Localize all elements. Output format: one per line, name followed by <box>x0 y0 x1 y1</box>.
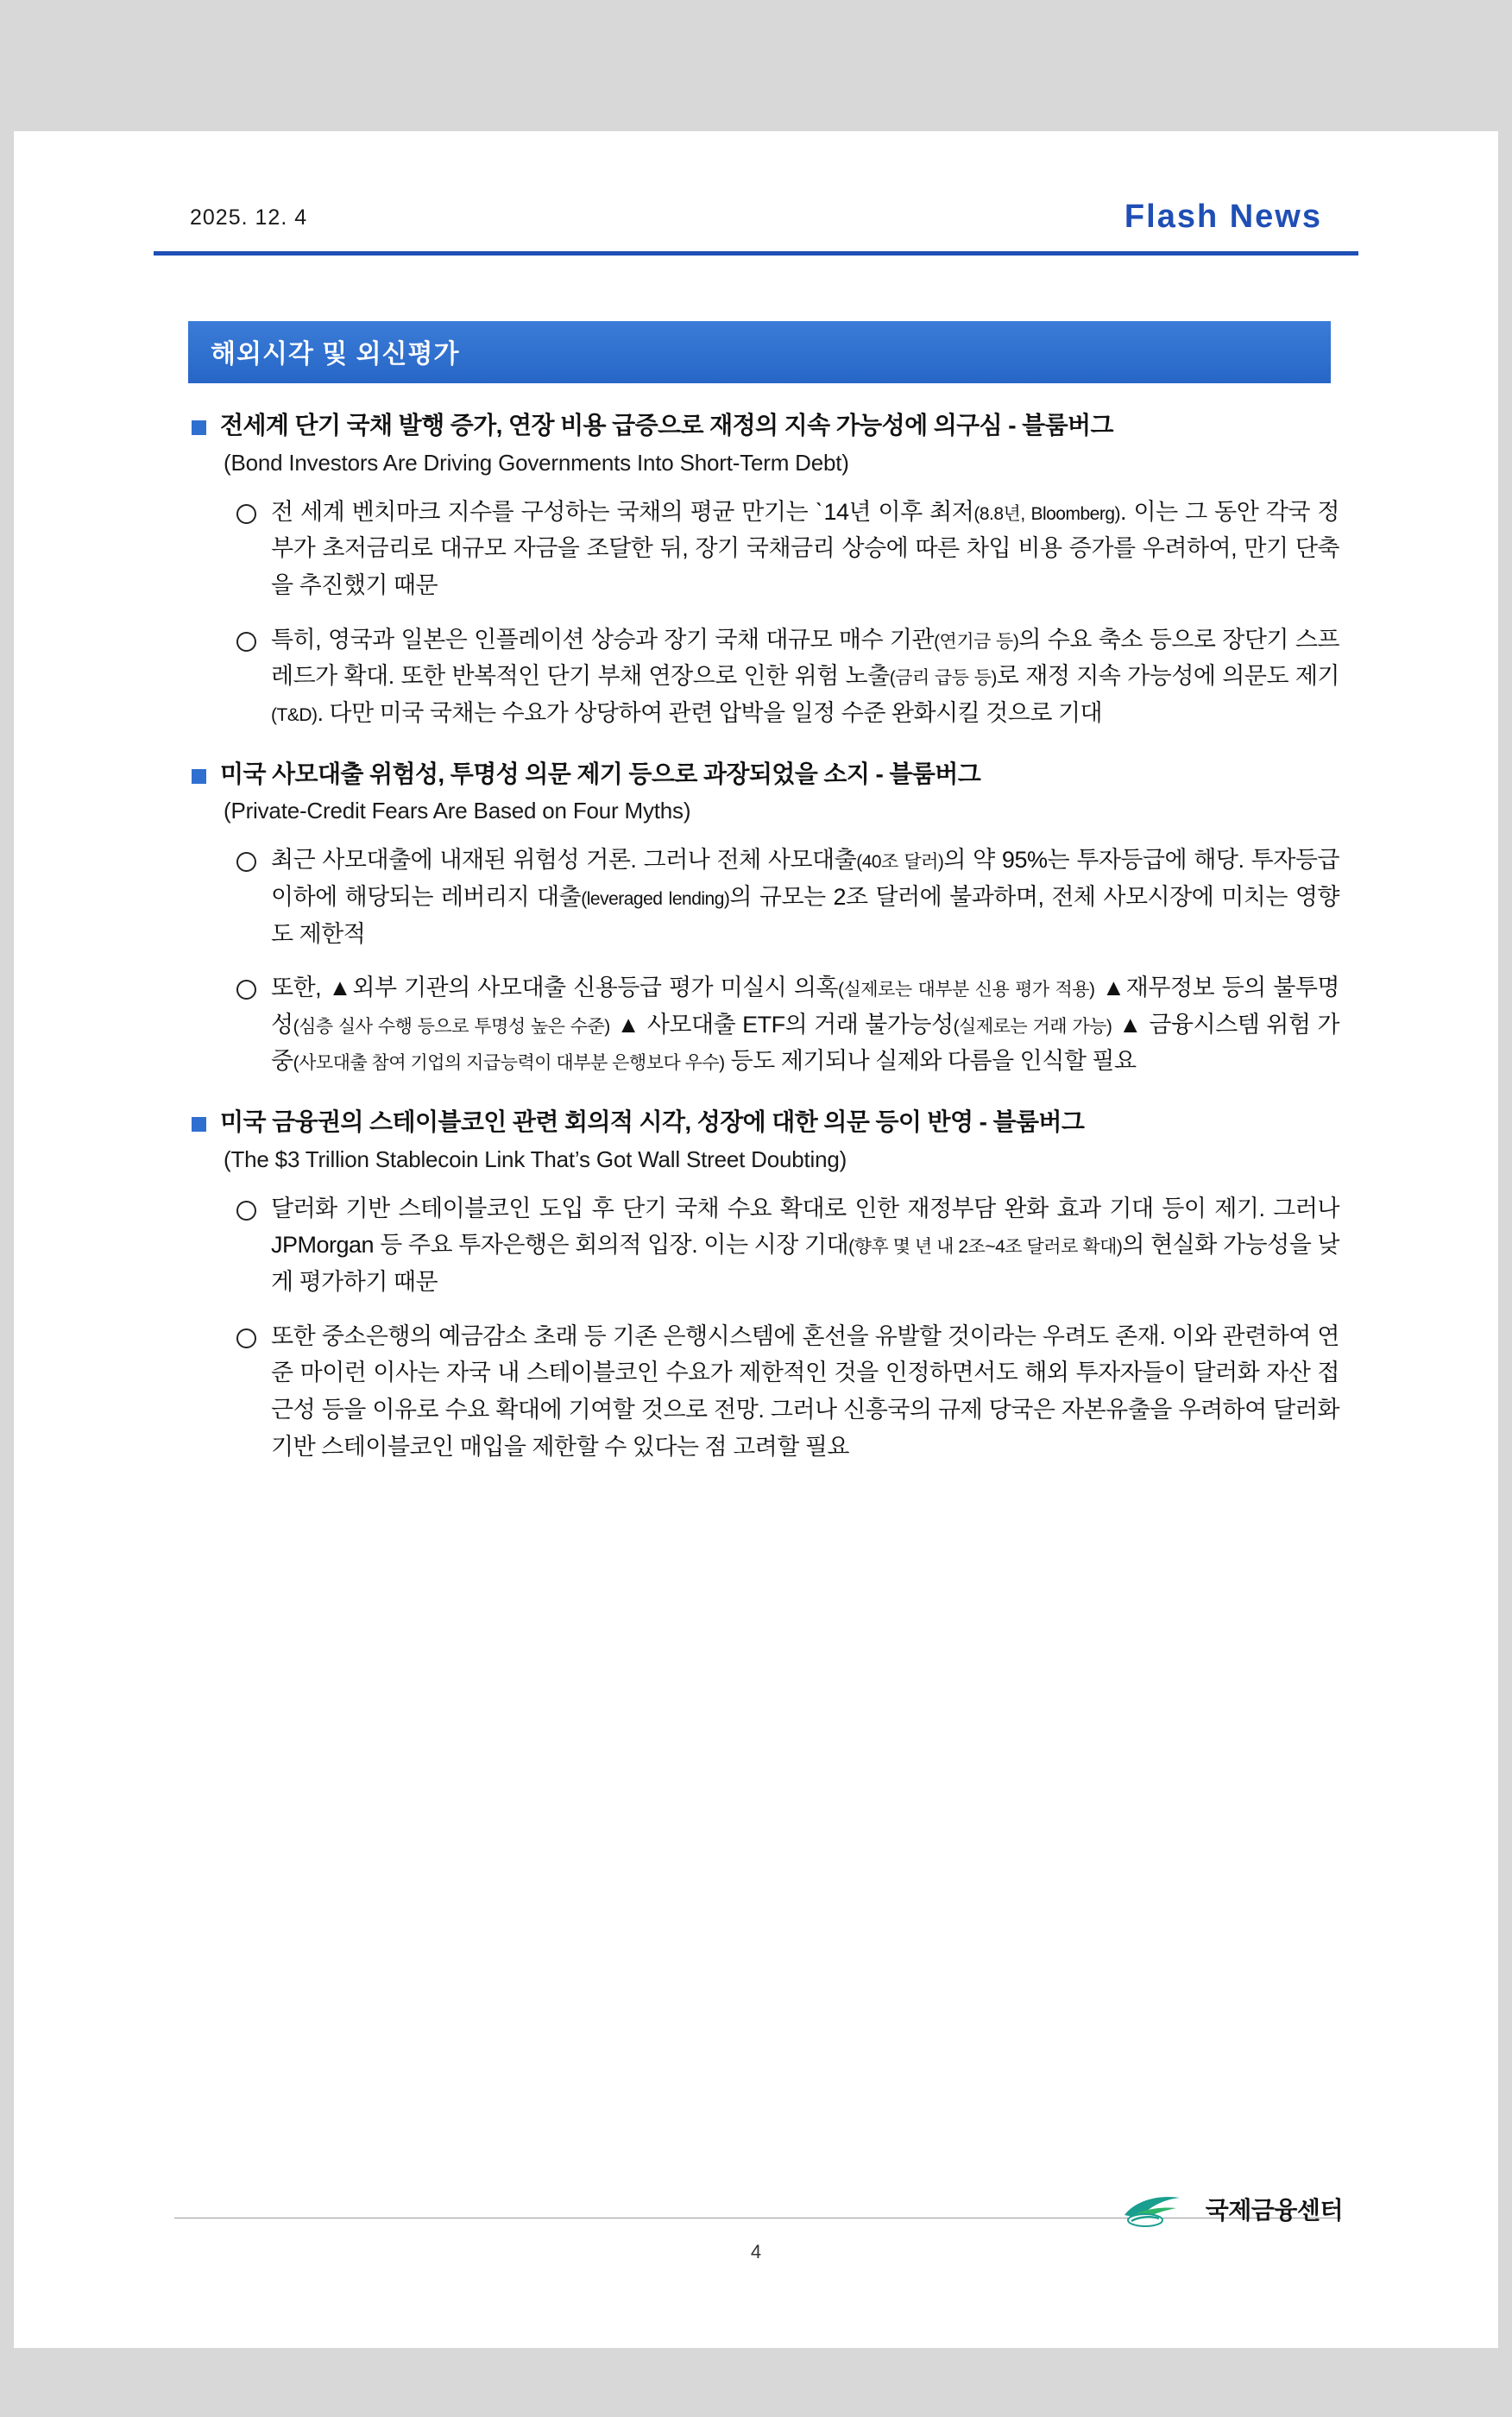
footer-content <box>138 2197 1374 2288</box>
square-bullet-icon <box>192 1117 206 1132</box>
page-number: 4 <box>750 2241 762 2262</box>
headline-row <box>192 1106 1339 1139</box>
headline-row <box>192 409 1339 443</box>
circle-bullet-icon <box>236 852 256 872</box>
bullet-text: 달러화 기반 스테이블코인 도입 후 단기 국채 수요 확대로 인한 재정부담 완화 효과 기대 등이 제기. 그러나 JPMorgan 등 주요 투자은행은 회의적 입장. 이는 시장 기대(향후 몇 년 내 2조~4조 달러로 확대)의 현실화 가능성을 낮게 평가하기 때문 <box>271 1195 1339 1296</box>
publication-title: Flash News <box>1124 199 1322 235</box>
article-block <box>192 758 1339 1081</box>
square-bullet-icon <box>192 420 206 435</box>
kcif-swoosh-icon <box>1119 2189 1195 2229</box>
headline: 전세계 단기 국채 발행 증가, 연장 비용 급증으로 재정의 지속 가능성에 의구심 - 블룸버그 <box>220 412 1113 439</box>
english-title: (The $3 Trillion Stablecoin Link That’s Got Wall Street Doubting) <box>224 1145 847 1172</box>
headline: 미국 금융권의 스테이블코인 관련 회의적 시각, 성장에 대한 의문 등이 반영 - 블룸버그 <box>220 1108 1085 1136</box>
circle-bullet-icon <box>236 980 256 1000</box>
bullet-text: 전 세계 벤치마크 지수를 구성하는 국채의 평균 만기는 ˋ14년 이후 최저(8.8년, Bloomberg). 이는 그 동안 각국 정부가 초저금리로 대규모 자금을 조달한 뒤, 장기 국채금리 상승에 따른 차입 비용 증가를 우려하여, 만기 단축을 추진했기 때문 <box>271 498 1339 598</box>
page-top-margin <box>0 0 1512 131</box>
circle-bullet-icon <box>236 504 256 524</box>
bullet-row <box>236 969 1339 1080</box>
bullet-row <box>236 1190 1339 1301</box>
issue-date: 2025. 12. 4 <box>190 205 308 230</box>
header-divider <box>154 251 1358 256</box>
document-footer <box>138 2197 1374 2288</box>
circle-bullet-icon <box>236 1201 256 1221</box>
bullet-text: 또한, ▲외부 기관의 사모대출 신용등급 평가 미실시 의혹(실제로는 대부분 신용 평가 적용) ▲재무정보 등의 불투명성(심층 실사 수행 등으로 투명성 높은 수준) ▲ 사모대출 ETF의 거래 불가능성(실제로는 거래 가능) ▲ 금융시스템 위험 가중(사모대출 참여 기업의 지급능력이 대부분 은행보다 우수) 등도 제기되나 실제와 다름을 인식할 필요 <box>271 975 1339 1075</box>
article-block <box>192 1106 1339 1465</box>
headline: 미국 사모대출 위험성, 투명성 의문 제기 등으로 과장되었을 소지 - 블룸버그 <box>220 760 981 787</box>
page-bottom-margin <box>0 2348 1512 2417</box>
bullet-row <box>236 1318 1339 1466</box>
document-header <box>138 138 1374 244</box>
section-title-bar: 해외시각 및 외신평가 <box>188 321 1331 383</box>
circle-bullet-icon <box>236 632 256 652</box>
organization-logo <box>1119 2189 1343 2229</box>
page-right-margin <box>1498 0 1512 2417</box>
circle-bullet-icon <box>236 1328 256 1348</box>
bullet-row <box>236 842 1339 952</box>
article-body <box>192 409 1339 1465</box>
english-title: (Bond Investors Are Driving Governments Into Short-Term Debt) <box>224 449 849 476</box>
english-title: (Private-Credit Fears Are Based on Four Myths) <box>224 798 691 824</box>
bullet-text: 특히, 영국과 일본은 인플레이션 상승과 장기 국채 대규모 매수 기관(연기금 등)의 수요 축소 등으로 장단기 스프레드가 확대. 또한 반복적인 단기 부채 연장으로 인한 위험 노출(금리 급등 등)로 재정 지속 가능성에 의문도 제기(T&D). 다만 미국 국채는 수요가 상당하여 관련 압박을 일정 수준 완화시킬 것으로 기대 <box>271 626 1339 726</box>
bullet-row <box>236 494 1339 604</box>
bullet-row <box>236 622 1339 732</box>
article-block <box>192 409 1339 732</box>
organization-name: 국제금융센터 <box>1205 2197 1343 2224</box>
page-left-margin <box>0 0 14 2417</box>
headline-row <box>192 758 1339 792</box>
bullet-text: 최근 사모대출에 내재된 위험성 거론. 그러나 전체 사모대출(40조 달러)의 약 95%는 투자등급에 해당. 투자등급 이하에 해당되는 레버리지 대출(leveraged lending)의 규모는 2조 달러에 불과하며, 전체 사모시장에 미치는 영향도 제한적 <box>271 847 1339 947</box>
bullet-text: 또한 중소은행의 예금감소 초래 등 기존 은행시스템에 혼선을 유발할 것이라는 우려도 존재. 이와 관련하여 연준 마이런 이사는 자국 내 스테이블코인 수요가 제한적인 것을 인정하면서도 해외 투자자들이 달러화 자산 접근성 등을 이유로 수요 확대에 기여할 것으로 전망. 그러나 신흥국의 규제 당국은 자본유출을 우려하여 달러화 기반 스테이블코인 매입을 제한할 수 있다는 점 고려할 필요 <box>271 1322 1339 1460</box>
square-bullet-icon <box>192 769 206 784</box>
